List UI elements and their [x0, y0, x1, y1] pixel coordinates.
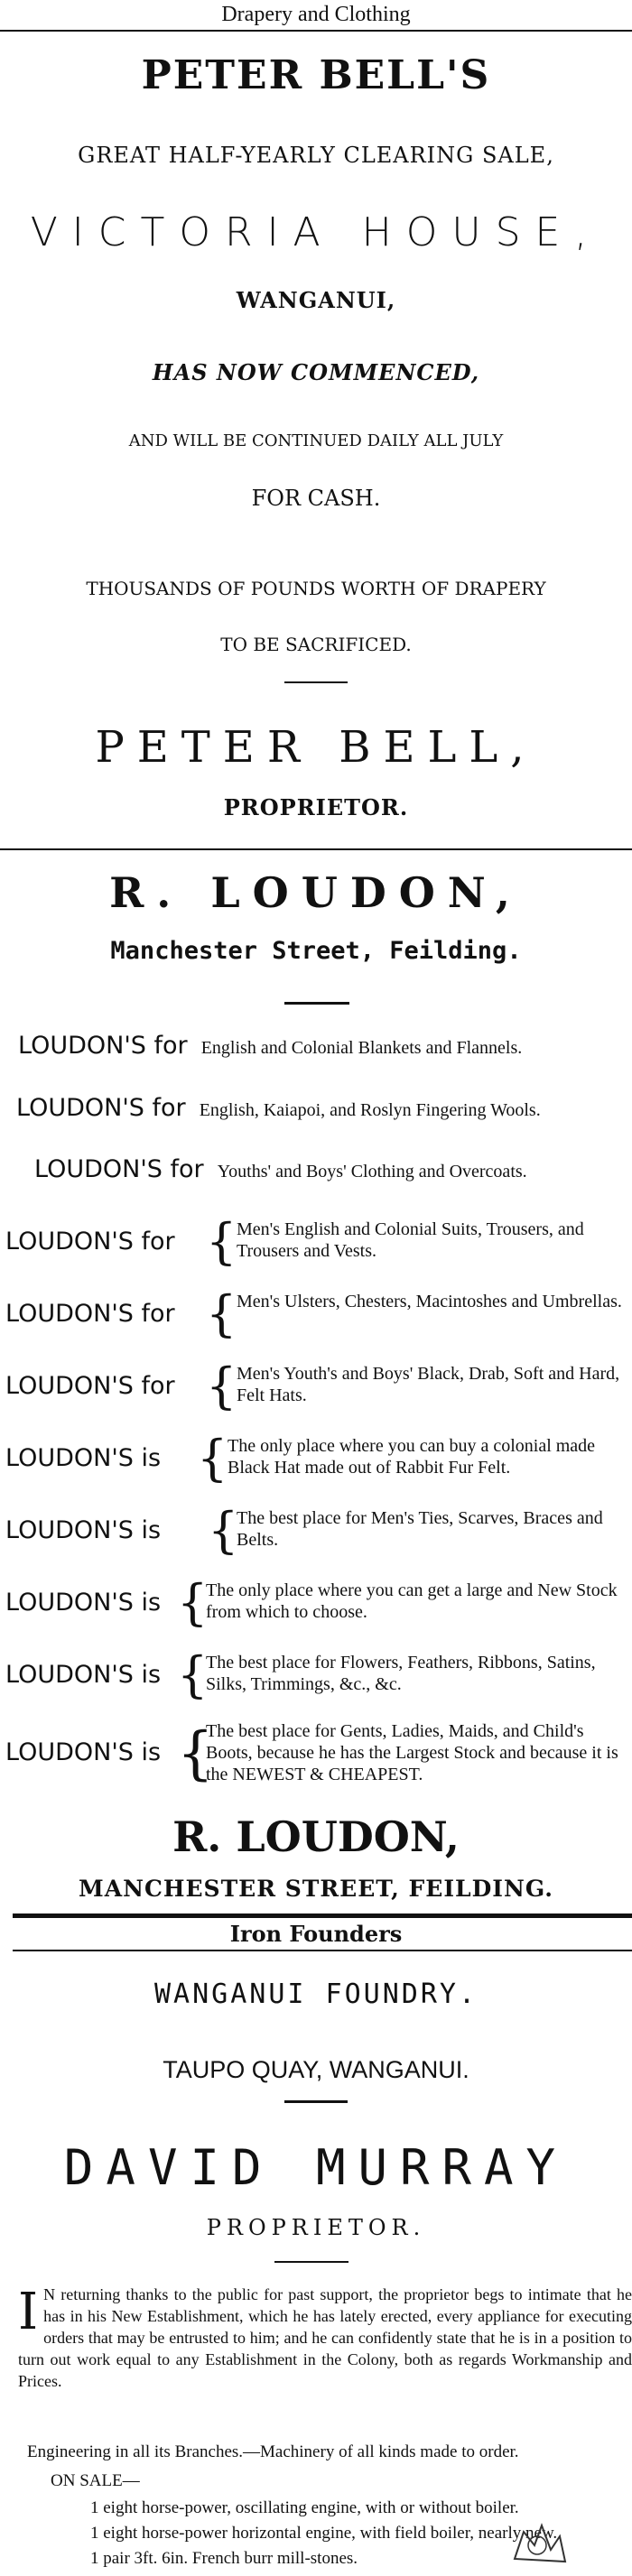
loudon-footer-name: R. LOUDON,	[172, 1812, 460, 1861]
loudon-item-desc: Men's English and Colonial Suits, Trousers, and Trousers and Vests.	[237, 1219, 584, 1261]
section-header-iron: Iron Founders	[229, 1921, 403, 1947]
loudon-item-label: LOUDON'S for	[5, 1300, 175, 1328]
loudon-item	[0, 1426, 632, 1491]
brace-glyph: {	[206, 1357, 237, 1414]
bell-role: PROPRIETOR.	[223, 794, 409, 820]
brace-glyph: {	[208, 1502, 239, 1559]
loudon-item	[0, 1032, 632, 1075]
loudon-footer-address: MANCHESTER STREET, FEILDING.	[79, 1876, 553, 1902]
loudon-item	[0, 1209, 632, 1274]
foundry-stamp-illustration	[506, 2518, 569, 2568]
loudon-item-label: LOUDON'S is	[5, 1516, 162, 1544]
on-sale-heading: ON SALE—	[51, 2471, 140, 2490]
loudon-item-label: LOUDON'S for	[34, 1155, 204, 1183]
foundry-name: WANGANUI FOUNDRY.	[153, 1978, 479, 2010]
loudon-item-desc: The only place where you can get a large and New Stock from which to choose.	[206, 1580, 618, 1622]
loudon-item-label: LOUDON'S is	[5, 1661, 162, 1689]
loudon-item-label: LOUDON'S for	[5, 1228, 175, 1256]
header-rule	[0, 30, 632, 32]
double-rule-top	[13, 1913, 632, 1918]
loudon-item	[0, 1643, 632, 1708]
sale-item: 1 eight horse-power, oscillating engine, with or without boiler.	[90, 2498, 519, 2517]
loudon-item	[0, 1155, 632, 1199]
bell-thousands: THOUSANDS OF POUNDS WORTH OF DRAPERY	[86, 578, 546, 599]
loudon-item-desc: The best place for Gents, Ladies, Maids, and Child's Boots, because he has the Largest Stock and because it is the NEWEST & CHEAPEST.	[206, 1721, 618, 1784]
brace-glyph: {	[177, 1720, 214, 1787]
loudon-item-desc: The best place for Men's Ties, Scarves, Braces and Belts.	[237, 1508, 603, 1550]
bell-continued: AND WILL BE CONTINUED DAILY ALL JULY	[128, 431, 504, 450]
foundry-owner: DAVID MURRAY	[63, 2139, 569, 2196]
loudon-item	[0, 1282, 632, 1347]
loudon-item-label: LOUDON'S is	[5, 1738, 162, 1766]
short-rule	[284, 2100, 348, 2103]
loudon-item-desc: Youths' and Boys' Clothing and Overcoats.	[217, 1162, 527, 1181]
sale-item: 1 pair 3ft. 6in. French burr mill-stones.	[90, 2549, 358, 2568]
foundry-body	[18, 2284, 632, 2435]
loudon-item-desc: English, Kaiapoi, and Roslyn Fingering Wools.	[199, 1100, 541, 1120]
short-rule	[284, 681, 348, 683]
brace-glyph: {	[177, 1646, 209, 1703]
sale-item: 1 eight horse-power horizontal engine, with field boiler, nearly new.	[90, 2524, 558, 2543]
brace-glyph: {	[206, 1213, 237, 1270]
bell-owner: PETER BELL,	[95, 722, 537, 773]
foundry-body-text: N returning thanks to the public for past support, the proprietor begs to intimate that he has in his New Establishment, which he has lately erected, every appliance for executing orders that may be entrusted to him; and he can confidently state that he is in a position to turn out work equal to any Establishment in the Colony, both as regards Workmanship and Prices.	[18, 2285, 632, 2390]
loudon-item-desc: Men's Ulsters, Chesters, Macintoshes and Umbrellas.	[237, 1292, 622, 1311]
bell-sale-line: GREAT HALF-YEARLY CLEARING SALE,	[78, 143, 554, 168]
brace-glyph: {	[197, 1430, 228, 1487]
loudon-item	[0, 1571, 632, 1635]
foundry-address: TAUPO QUAY, WANGANUI.	[163, 2056, 469, 2083]
bell-cash: FOR CASH.	[251, 486, 381, 511]
loudon-item-label: LOUDON'S is	[5, 1589, 162, 1617]
short-rule	[284, 1002, 349, 1005]
bell-town: WANGANUI,	[236, 287, 396, 313]
loudon-item-desc: Men's Youth's and Boys' Black, Drab, Soft and Hard, Felt Hats.	[237, 1364, 620, 1405]
brace-glyph: {	[177, 1574, 209, 1631]
header-rule	[13, 1950, 632, 1951]
bell-title: PETER BELL'S	[141, 52, 491, 98]
section-rule	[0, 848, 632, 850]
loudon-item-label: LOUDON'S is	[5, 1444, 162, 1472]
loudon-item-desc: The best place for Flowers, Feathers, Ribbons, Satins, Silks, Trimmings, &c., &c.	[206, 1653, 596, 1694]
loudon-item	[0, 1498, 632, 1563]
loudon-item-desc: The only place where you can buy a colonial made Black Hat made out of Rabbit Fur Felt.	[228, 1436, 596, 1478]
loudon-item-label: LOUDON'S for	[16, 1094, 186, 1122]
drop-cap: I	[18, 2284, 39, 2341]
loudon-item	[0, 1094, 632, 1137]
loudon-item	[0, 1354, 632, 1419]
foundry-engineering: Engineering in all its Branches.—Machinery of all kinds made to order.	[27, 2442, 519, 2461]
short-rule	[274, 2261, 349, 2263]
loudon-item-desc: English and Colonial Blankets and Flannels.	[200, 1038, 523, 1058]
loudon-item-label: LOUDON'S for	[5, 1372, 175, 1400]
loudon-item-label: LOUDON'S for	[18, 1032, 188, 1060]
loudon-title: R. LOUDON,	[109, 868, 523, 917]
loudon-item	[0, 1715, 632, 1793]
foundry-role: PROPRIETOR.	[206, 2215, 426, 2240]
section-header-drapery: Drapery and Clothing	[221, 3, 411, 26]
bell-commenced: HAS NOW COMMENCED,	[152, 359, 480, 385]
victoria-house: VICTORIA HOUSE,	[30, 209, 602, 255]
bell-sacrificed: TO BE SACRIFICED.	[220, 634, 412, 655]
loudon-address: Manchester Street, Feilding.	[110, 937, 522, 965]
brace-glyph: {	[206, 1285, 237, 1342]
